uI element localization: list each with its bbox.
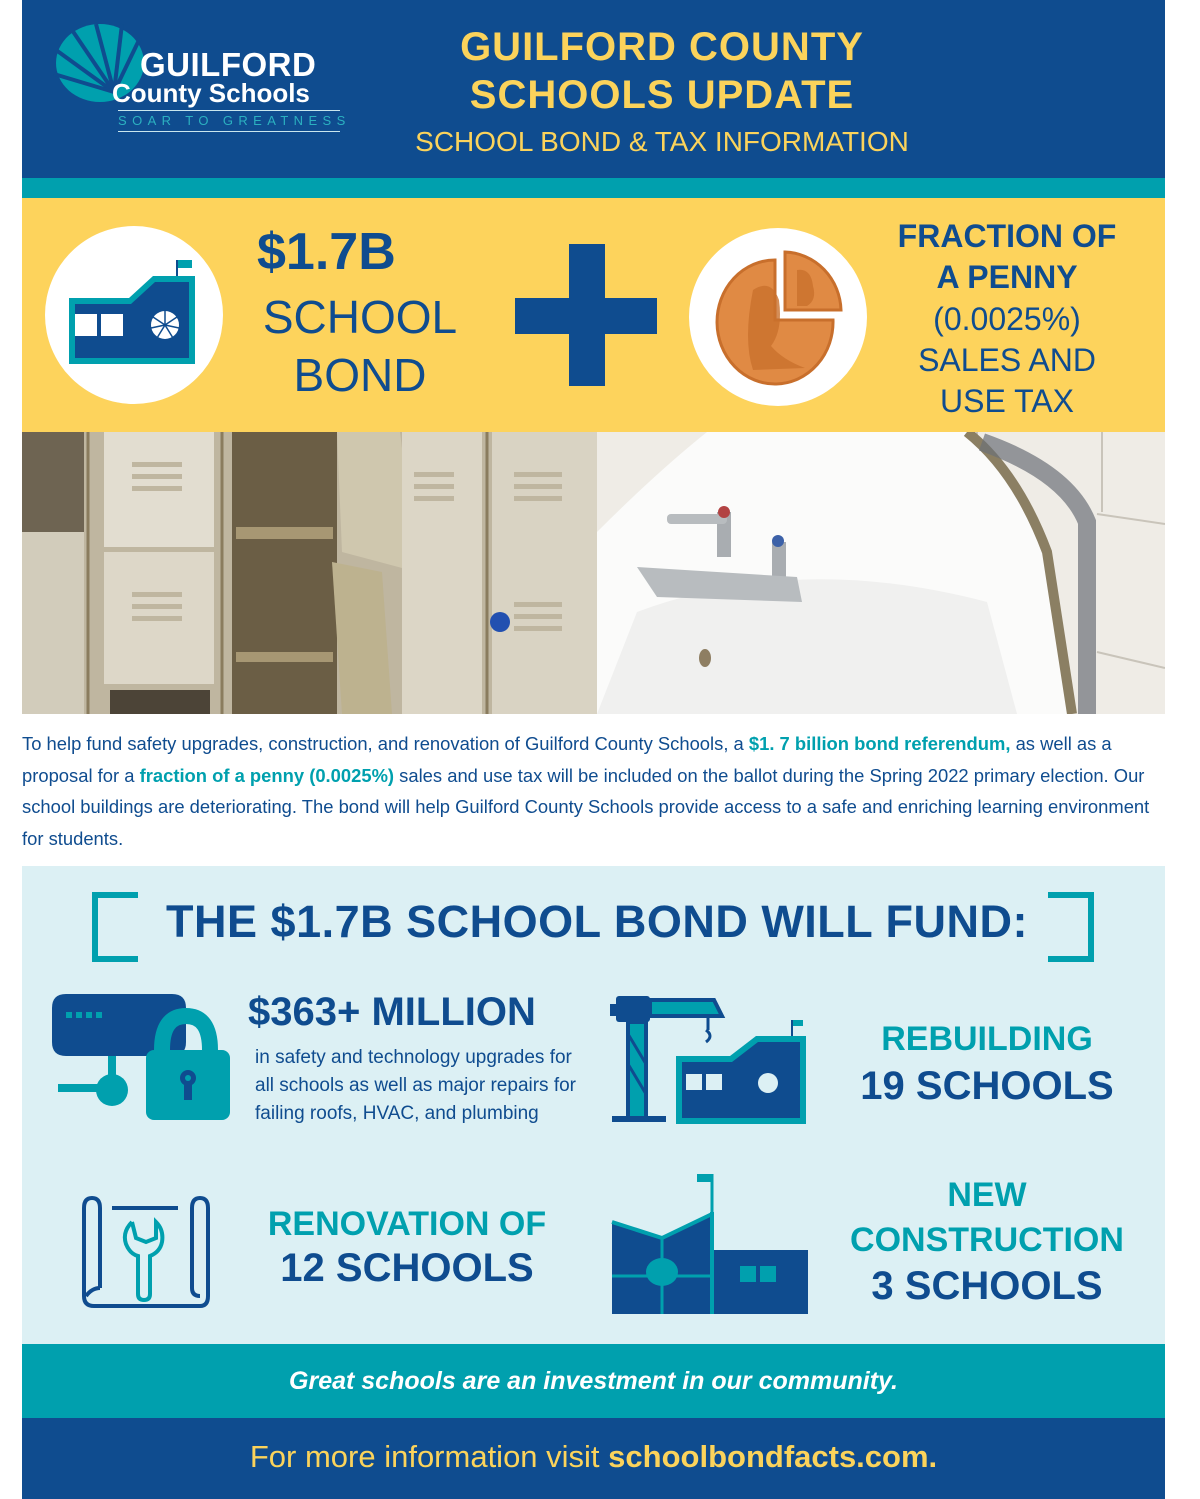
penny-fraction-icon	[713, 250, 845, 386]
new-construction-label2: CONSTRUCTION	[850, 1221, 1124, 1259]
tax-line2: A PENNY	[936, 259, 1078, 295]
intro-text-2: as well as a proposal for a	[22, 733, 1112, 786]
penny-icon-circle	[689, 228, 867, 406]
plus-horizontal	[515, 298, 657, 334]
footer-website-link[interactable]: schoolbondfacts.com.	[608, 1439, 938, 1474]
bond-line2: BOND	[293, 349, 427, 401]
logo-tagline: SOAR TO GREATNESS	[118, 113, 351, 128]
logo-rule-bottom	[118, 131, 340, 132]
sink-image	[597, 432, 1165, 714]
page-title-line1: GUILFORD COUNTY	[460, 25, 864, 69]
footer-info-prefix: For more information visit	[249, 1439, 609, 1474]
blueprint-wrench-icon	[82, 1196, 212, 1310]
safety-amount: $363+ MILLION	[248, 990, 536, 1034]
security-lock-icon	[52, 994, 232, 1120]
footer-tagline: Great schools are an investment in our community.	[22, 1344, 1165, 1418]
page-title-line2: SCHOOLS UPDATE	[469, 73, 855, 117]
tax-line4: SALES AND	[918, 342, 1096, 378]
rebuilding-label: REBUILDING	[881, 1020, 1093, 1058]
bond-funding-section	[22, 866, 1165, 1344]
renovation-label: RENOVATION OF	[267, 1205, 547, 1243]
bond-amount: $1.7B	[257, 223, 396, 281]
renovation-count: 12 SCHOOLS	[280, 1246, 534, 1290]
rebuilding-count: 19 SCHOOLS	[860, 1064, 1114, 1108]
crane-building-icon	[610, 994, 810, 1124]
tax-line5: USE TAX	[940, 383, 1074, 419]
new-construction-count: 3 SCHOOLS	[871, 1264, 1103, 1308]
intro-bond-highlight: $1. 7 billion bond referendum,	[748, 733, 1011, 754]
intro-text-1: To help fund safety upgrades, construction, and renovation of Guilford County Schools, a	[22, 733, 749, 754]
deteriorating-sink-photo	[597, 432, 1165, 714]
logo-line2: County Schools	[112, 78, 310, 108]
intro-text-3: sales and use tax will be included on the ballot during the Spring 2022 primary election. Our school buildings are deteriorating. The bond will help Guilford County Schools provide access to a safe and enriching learning environment for students.	[22, 764, 1150, 849]
bond-line1: SCHOOL	[262, 291, 458, 343]
logo-rule-top	[118, 110, 340, 111]
header	[22, 0, 1165, 178]
bond-icon-circle	[45, 226, 223, 404]
lockers-image	[22, 432, 597, 714]
new-construction-label1: NEW	[947, 1176, 1027, 1214]
new-school-icon	[610, 1172, 810, 1314]
infographic-page	[22, 0, 1165, 1499]
tax-percentage: (0.0025%)	[933, 301, 1081, 337]
gcs-logo	[50, 20, 350, 140]
highlights-band	[22, 198, 1165, 432]
intro-paragraph	[22, 728, 1165, 854]
teal-divider	[22, 178, 1165, 198]
logo-line1: GUILFORD	[140, 46, 317, 83]
safety-description: in safety and technology upgrades for all schools as well as major repairs for failing roofs, HVAC, and plumbing	[255, 1047, 577, 1124]
page-subtitle: SCHOOL BOND & TAX INFORMATION	[415, 126, 909, 157]
damaged-lockers-photo	[22, 432, 597, 714]
tax-line1: FRACTION OF	[897, 218, 1117, 254]
bond-section-title: THE $1.7B SCHOOL BOND WILL FUND:	[166, 896, 1028, 947]
footer-info	[22, 1418, 1165, 1499]
school-building-icon	[69, 254, 199, 374]
intro-penny-highlight: fraction of a penny (0.0025%)	[139, 764, 395, 786]
